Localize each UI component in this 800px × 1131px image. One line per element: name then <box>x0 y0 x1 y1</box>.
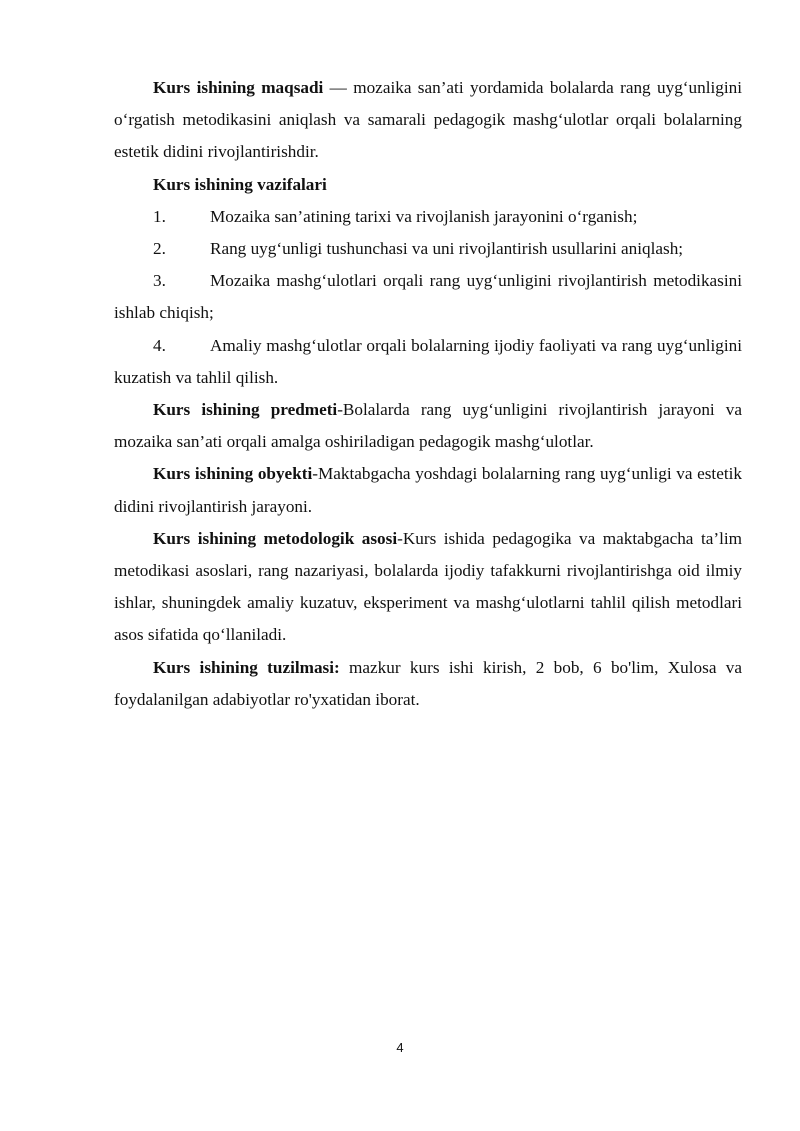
structure-paragraph <box>114 652 742 716</box>
task-text: Mozaika san’atining tarixi va rivojlanish jarayonini o‘rganish; <box>210 206 638 226</box>
methodology-text: -Kurs ishida pedagogika va maktabgacha ta’lim metodikasi asoslari, rang nazariyasi, bolalarda ijodiy tafakkurni rivojlantirishga oid ilmiy ishlar, shuningdek amaliy kuzatuv, eksperiment va mashg‘ulotlarni tahlil qilish metodlari asos sifatida qo‘llaniladi. <box>114 528 742 645</box>
subject-text: -Bolalarda rang uyg‘unligini rivojlantirish jarayoni va mozaika san’ati orqali amalga oshiriladigan pedagogik mashg‘ulotlar. <box>114 400 742 452</box>
structure-label: Kurs ishining tuzilmasi: <box>153 657 340 677</box>
task-text: Mozaika mashg‘ulotlari orqali rang uyg‘unligini rivojlantirish metodikasini ishlab chiqish; <box>114 271 742 323</box>
object-paragraph <box>114 458 742 522</box>
task-item-4 <box>114 330 742 394</box>
methodology-paragraph <box>114 523 742 652</box>
structure-text: mazkur kurs ishi kirish, 2 bob, 6 bo'lim, Xulosa va foydalanilgan adabiyotlar ro'yxatidan iborat. <box>114 657 742 709</box>
page-number: 4 <box>396 1040 404 1055</box>
task-item-3 <box>114 265 742 329</box>
object-label: Kurs ishining obyekti <box>153 464 313 484</box>
subject-label: Kurs ishining predmeti <box>153 400 338 420</box>
task-text: Rang uyg‘unligi tushunchasi va uni rivojlantirish usullarini aniqlash; <box>210 239 684 259</box>
task-number: 4. <box>153 335 166 355</box>
object-text: -Maktabgacha yoshdagi bolalarning rang uyg‘unligi va estetik didini rivojlantirish jarayoni. <box>114 464 742 516</box>
methodology-label: Kurs ishining metodologik asosi <box>153 528 398 548</box>
task-text: Amaliy mashg‘ulotlar orqali bolalarning ijodiy faoliyati va rang uyg‘unligini kuzatish va tahlil qilish. <box>114 335 742 387</box>
goal-paragraph <box>114 72 742 169</box>
goal-label: Kurs ishining maqsadi <box>153 78 324 97</box>
goal-text: — mozaika san’ati yordamida bolalarda rang uyg‘unligini o‘rgatish metodikasini aniqlash va samarali pedagogik mashg‘ulotlar orqali bolalarning estetik didini rivojlantirishdir. <box>114 78 742 162</box>
tasks-heading: Kurs ishining vazifalari <box>153 174 327 194</box>
task-number: 2. <box>153 239 166 259</box>
task-item-2 <box>114 233 742 265</box>
task-number: 1. <box>153 206 166 226</box>
task-item-1 <box>114 201 742 233</box>
document-body <box>114 72 742 716</box>
subject-paragraph <box>114 394 742 458</box>
task-number: 3. <box>153 271 166 291</box>
